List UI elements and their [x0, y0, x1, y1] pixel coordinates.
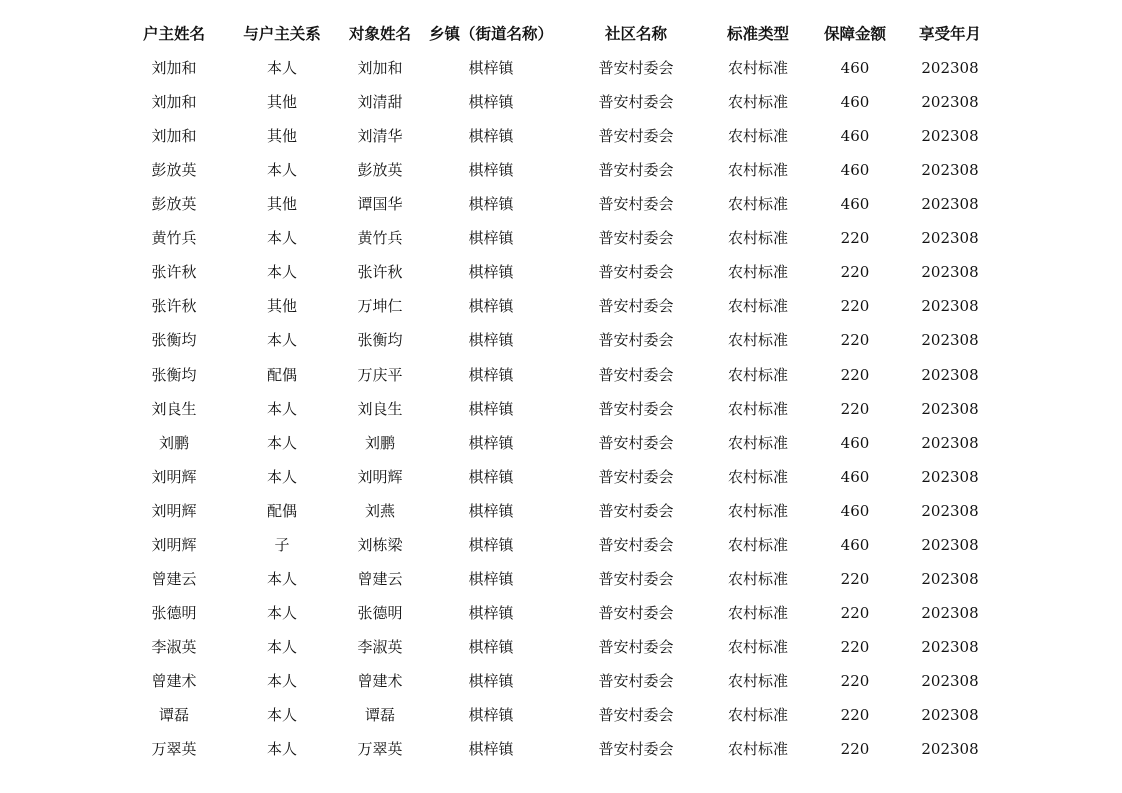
cell-month: 202308: [921, 706, 979, 724]
cell-relation: 本人: [266, 399, 297, 418]
column-header-household-head: 户主姓名: [142, 25, 205, 43]
column-header-month: 享受年月: [918, 25, 981, 43]
cell-township: 棋梓镇: [468, 229, 514, 248]
cell-relation: 配偶: [266, 365, 297, 384]
cell-month: 202308: [921, 59, 979, 78]
cell-month: 202308: [921, 569, 979, 588]
cell-month: 202308: [921, 161, 979, 180]
cell-township: 棋梓镇: [468, 331, 514, 350]
cell-community: 普安村委会: [598, 365, 674, 384]
cell-standard-type: 农村标准: [727, 161, 788, 180]
cell-amount: 460: [840, 535, 870, 554]
cell-relation: 本人: [266, 467, 297, 486]
table-row: [0, 289, 1122, 323]
cell-relation: 其他: [266, 93, 297, 112]
cell-recipient-name: 刘栋梁: [357, 535, 403, 554]
cell-amount: 220: [840, 637, 870, 656]
cell-township: 棋梓镇: [468, 467, 514, 486]
cell-recipient-name: 张许秋: [357, 263, 403, 282]
cell-community: 普安村委会: [598, 161, 674, 180]
cell-recipient-name: 万翠英: [357, 740, 403, 759]
cell-household-head: 刘加和: [151, 59, 197, 78]
cell-community: 普安村委会: [598, 740, 674, 759]
cell-month: 202308: [921, 365, 979, 384]
cell-amount: 220: [840, 399, 870, 418]
cell-recipient-name: 刘清华: [357, 127, 403, 146]
cell-relation: 本人: [266, 706, 297, 724]
cell-community: 普安村委会: [598, 501, 674, 520]
cell-household-head: 彭放英: [151, 195, 197, 214]
cell-community: 普安村委会: [598, 297, 674, 316]
cell-amount: 460: [840, 501, 870, 520]
table-row: [0, 323, 1122, 357]
cell-township: 棋梓镇: [468, 569, 514, 588]
cell-month: 202308: [921, 263, 979, 282]
cell-township: 棋梓镇: [468, 399, 514, 418]
cell-township: 棋梓镇: [468, 297, 514, 316]
cell-township: 棋梓镇: [468, 706, 514, 724]
cell-household-head: 李淑英: [151, 637, 197, 656]
cell-township: 棋梓镇: [468, 195, 514, 214]
cell-relation: 本人: [266, 59, 297, 78]
cell-standard-type: 农村标准: [727, 433, 788, 452]
table-row: [0, 698, 1122, 732]
cell-relation: 其他: [266, 127, 297, 146]
cell-month: 202308: [921, 535, 979, 554]
cell-relation: 配偶: [266, 501, 297, 520]
column-header-township: 乡镇（街道名称）: [428, 25, 553, 43]
column-header-community: 社区名称: [604, 25, 667, 43]
cell-household-head: 刘加和: [151, 127, 197, 146]
table-row: [0, 153, 1122, 187]
cell-township: 棋梓镇: [468, 535, 514, 554]
cell-relation: 本人: [266, 740, 297, 759]
cell-household-head: 张许秋: [151, 297, 197, 316]
cell-standard-type: 农村标准: [727, 229, 788, 248]
cell-amount: 220: [840, 706, 870, 724]
cell-amount: 460: [840, 433, 870, 452]
cell-relation: 本人: [266, 229, 297, 248]
cell-household-head: 刘加和: [151, 93, 197, 112]
table-row: [0, 119, 1122, 153]
cell-relation: 其他: [266, 195, 297, 214]
cell-standard-type: 农村标准: [727, 740, 788, 759]
cell-household-head: 刘鹏: [158, 433, 189, 452]
cell-household-head: 黄竹兵: [151, 229, 197, 248]
cell-recipient-name: 曾建云: [357, 569, 403, 588]
table-row: [0, 187, 1122, 221]
cell-month: 202308: [921, 637, 979, 656]
cell-relation: 本人: [266, 263, 297, 282]
cell-relation: 本人: [266, 433, 297, 452]
cell-relation: 子: [274, 535, 290, 554]
cell-standard-type: 农村标准: [727, 331, 788, 350]
cell-standard-type: 农村标准: [727, 603, 788, 622]
cell-recipient-name: 谭磊: [364, 706, 395, 724]
cell-community: 普安村委会: [598, 93, 674, 112]
cell-community: 普安村委会: [598, 706, 674, 724]
cell-household-head: 刘明辉: [151, 467, 197, 486]
cell-household-head: 刘良生: [151, 399, 197, 418]
cell-month: 202308: [921, 399, 979, 418]
cell-household-head: 谭磊: [158, 706, 189, 724]
cell-recipient-name: 谭国华: [357, 195, 403, 214]
cell-amount: 220: [840, 263, 870, 282]
table-row: [0, 255, 1122, 289]
cell-standard-type: 农村标准: [727, 127, 788, 146]
cell-community: 普安村委会: [598, 229, 674, 248]
table-row: [0, 426, 1122, 460]
cell-amount: 220: [840, 229, 870, 248]
cell-standard-type: 农村标准: [727, 706, 788, 724]
cell-relation: 本人: [266, 671, 297, 690]
cell-standard-type: 农村标准: [727, 59, 788, 78]
cell-community: 普安村委会: [598, 399, 674, 418]
cell-amount: 460: [840, 127, 870, 146]
cell-standard-type: 农村标准: [727, 263, 788, 282]
table-row: [0, 596, 1122, 630]
cell-amount: 460: [840, 195, 870, 214]
cell-household-head: 刘明辉: [151, 501, 197, 520]
cell-standard-type: 农村标准: [727, 93, 788, 112]
cell-community: 普安村委会: [598, 263, 674, 282]
cell-amount: 460: [840, 161, 870, 180]
cell-month: 202308: [921, 93, 979, 112]
cell-amount: 460: [840, 467, 870, 486]
cell-standard-type: 农村标准: [727, 195, 788, 214]
table-row: [0, 732, 1122, 766]
cell-month: 202308: [921, 127, 979, 146]
cell-household-head: 彭放英: [151, 161, 197, 180]
table-row: [0, 358, 1122, 392]
cell-amount: 460: [840, 59, 870, 78]
cell-recipient-name: 万庆平: [357, 365, 403, 384]
cell-amount: 220: [840, 603, 870, 622]
cell-township: 棋梓镇: [468, 59, 514, 78]
column-header-amount: 保障金额: [823, 25, 886, 43]
cell-township: 棋梓镇: [468, 740, 514, 759]
cell-month: 202308: [921, 195, 979, 214]
cell-household-head: 张衡均: [151, 365, 197, 384]
cell-amount: 460: [840, 93, 870, 112]
cell-recipient-name: 张衡均: [357, 331, 403, 350]
cell-recipient-name: 刘明辉: [357, 467, 403, 486]
cell-community: 普安村委会: [598, 195, 674, 214]
cell-community: 普安村委会: [598, 127, 674, 146]
cell-amount: 220: [840, 331, 870, 350]
cell-month: 202308: [921, 603, 979, 622]
table-row: [0, 221, 1122, 255]
table-row: [0, 51, 1122, 85]
cell-community: 普安村委会: [598, 331, 674, 350]
cell-township: 棋梓镇: [468, 93, 514, 112]
cell-recipient-name: 刘燕: [364, 501, 395, 520]
cell-month: 202308: [921, 740, 979, 759]
cell-standard-type: 农村标准: [727, 365, 788, 384]
cell-month: 202308: [921, 467, 979, 486]
cell-month: 202308: [921, 501, 979, 520]
cell-relation: 本人: [266, 603, 297, 622]
cell-standard-type: 农村标准: [727, 637, 788, 656]
cell-relation: 本人: [266, 331, 297, 350]
cell-amount: 220: [840, 740, 870, 759]
cell-recipient-name: 彭放英: [357, 161, 403, 180]
cell-month: 202308: [921, 297, 979, 316]
cell-township: 棋梓镇: [468, 637, 514, 656]
cell-township: 棋梓镇: [468, 263, 514, 282]
table-row: [0, 562, 1122, 596]
cell-relation: 本人: [266, 569, 297, 588]
cell-community: 普安村委会: [598, 569, 674, 588]
cell-recipient-name: 曾建术: [357, 671, 403, 690]
cell-amount: 220: [840, 365, 870, 384]
cell-community: 普安村委会: [598, 535, 674, 554]
table-row: [0, 630, 1122, 664]
cell-month: 202308: [921, 433, 979, 452]
cell-township: 棋梓镇: [468, 161, 514, 180]
cell-recipient-name: 刘加和: [357, 59, 403, 78]
cell-community: 普安村委会: [598, 671, 674, 690]
cell-standard-type: 农村标准: [727, 671, 788, 690]
cell-relation: 本人: [266, 161, 297, 180]
cell-recipient-name: 刘鹏: [364, 433, 395, 452]
table-header-row: [0, 17, 1122, 51]
table-row: [0, 528, 1122, 562]
cell-amount: 220: [840, 297, 870, 316]
table-row: [0, 664, 1122, 698]
cell-community: 普安村委会: [598, 637, 674, 656]
cell-township: 棋梓镇: [468, 365, 514, 384]
table-row: [0, 494, 1122, 528]
cell-township: 棋梓镇: [468, 127, 514, 146]
cell-household-head: 张德明: [151, 603, 197, 622]
cell-relation: 本人: [266, 637, 297, 656]
cell-recipient-name: 李淑英: [357, 637, 403, 656]
cell-community: 普安村委会: [598, 59, 674, 78]
cell-recipient-name: 张德明: [357, 603, 403, 622]
cell-month: 202308: [921, 229, 979, 248]
column-header-relation: 与户主关系: [243, 25, 321, 43]
cell-standard-type: 农村标准: [727, 467, 788, 486]
cell-community: 普安村委会: [598, 467, 674, 486]
cell-household-head: 曾建术: [151, 671, 197, 690]
cell-month: 202308: [921, 671, 979, 690]
cell-community: 普安村委会: [598, 603, 674, 622]
cell-township: 棋梓镇: [468, 501, 514, 520]
cell-community: 普安村委会: [598, 433, 674, 452]
table-row: [0, 392, 1122, 426]
cell-township: 棋梓镇: [468, 603, 514, 622]
cell-standard-type: 农村标准: [727, 399, 788, 418]
cell-household-head: 万翠英: [151, 740, 197, 759]
cell-recipient-name: 刘清甜: [357, 93, 403, 112]
table-row: [0, 85, 1122, 119]
cell-standard-type: 农村标准: [727, 501, 788, 520]
table-row: [0, 460, 1122, 494]
cell-township: 棋梓镇: [468, 671, 514, 690]
cell-recipient-name: 黄竹兵: [357, 229, 403, 248]
cell-amount: 220: [840, 569, 870, 588]
cell-relation: 其他: [266, 297, 297, 316]
cell-household-head: 刘明辉: [151, 535, 197, 554]
cell-household-head: 张许秋: [151, 263, 197, 282]
cell-standard-type: 农村标准: [727, 297, 788, 316]
cell-standard-type: 农村标准: [727, 535, 788, 554]
cell-standard-type: 农村标准: [727, 569, 788, 588]
cell-household-head: 曾建云: [151, 569, 197, 588]
column-header-recipient-name: 对象姓名: [348, 25, 411, 43]
cell-month: 202308: [921, 331, 979, 350]
cell-amount: 220: [840, 671, 870, 690]
cell-recipient-name: 刘良生: [357, 399, 403, 418]
cell-recipient-name: 万坤仁: [357, 297, 403, 316]
cell-township: 棋梓镇: [468, 433, 514, 452]
column-header-standard-type: 标准类型: [726, 25, 789, 43]
cell-household-head: 张衡均: [151, 331, 197, 350]
